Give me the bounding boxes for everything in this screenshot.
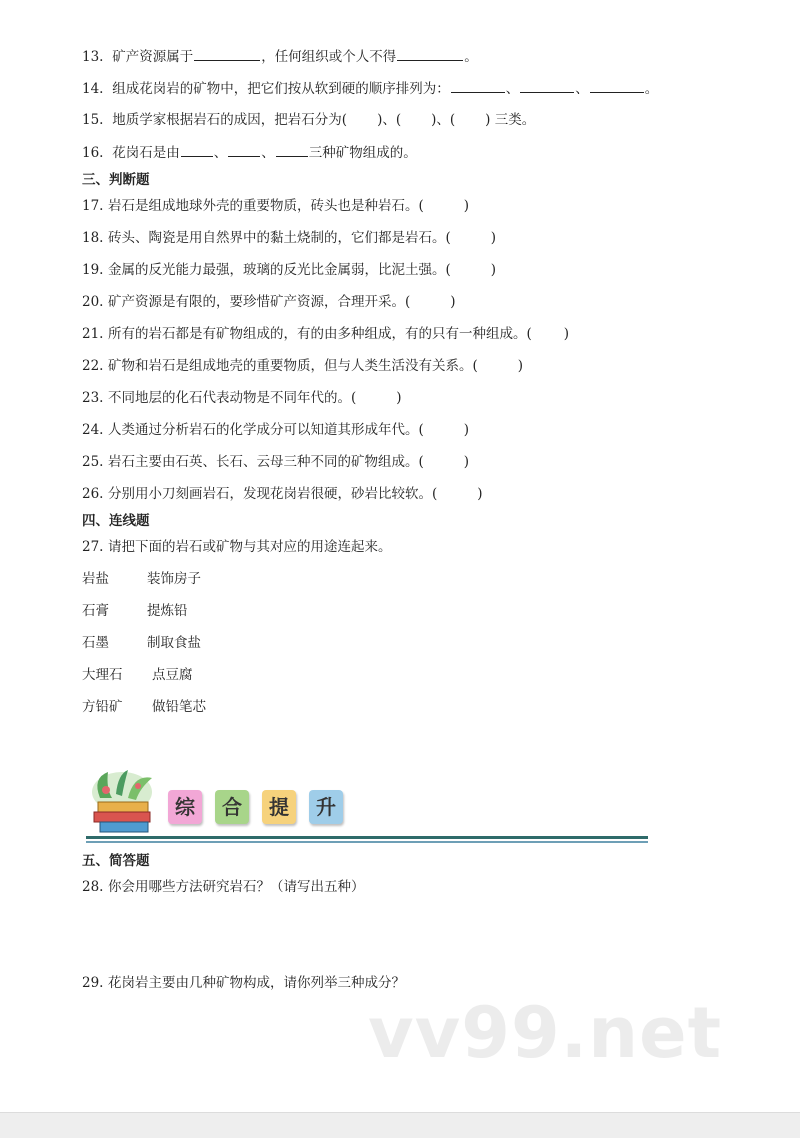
answer-blank[interactable]	[181, 143, 213, 157]
question-25: 25. 岩石主要由石英、长石、云母三种不同的矿物组成。( )	[82, 454, 470, 470]
answer-blank[interactable]	[520, 79, 574, 93]
answer-blank[interactable]	[451, 79, 505, 93]
question-17: 17. 岩石是组成地球外壳的重要物质，砖头也是种岩石。( )	[82, 198, 470, 214]
matching-left-item[interactable]: 岩盐	[82, 571, 109, 587]
question-15: 15. 地质学家根据岩石的成因，把岩石分为( )、( )、( ) 三类。	[82, 112, 536, 128]
banner-rule	[86, 841, 648, 843]
matching-right-item[interactable]: 做铅笔芯	[152, 699, 206, 715]
matching-left-item[interactable]: 石墨	[82, 635, 109, 651]
banner-char-tile: 升	[309, 790, 343, 824]
answer-blank[interactable]	[228, 143, 260, 157]
question-26: 26. 分别用小刀刻画岩石，发现花岗岩很硬，砂岩比较软。( )	[82, 486, 483, 502]
viewer-bottom-bar	[0, 1112, 800, 1138]
banner-char-tile: 综	[168, 790, 202, 824]
answer-blank[interactable]	[276, 143, 308, 157]
matching-left-item[interactable]: 方铅矿	[82, 699, 123, 715]
answer-blank[interactable]	[397, 47, 463, 61]
question-29: 29. 花岗岩主要由几种矿物构成，请你列举三种成分？	[82, 975, 405, 991]
question-14: 14. 组成花岗岩的矿物中，把它们按从软到硬的顺序排列为： 、 、 。	[82, 81, 659, 97]
matching-right-item[interactable]: 点豆腐	[152, 667, 193, 683]
section-banner	[82, 768, 652, 846]
section-heading-matching: 四、连线题	[82, 513, 150, 529]
question-21: 21. 所有的岩石都是有矿物组成的，有的由多种组成，有的只有一种组成。( )	[82, 326, 570, 342]
question-23: 23. 不同地层的化石代表动物是不同年代的。( )	[82, 390, 402, 406]
question-16: 16. 花岗石是由 、 、 三种矿物组成的。	[82, 145, 417, 161]
section-heading-short-answer: 五、简答题	[82, 853, 150, 869]
banner-rule	[86, 836, 648, 839]
matching-left-item[interactable]: 大理石	[82, 667, 123, 683]
question-22: 22. 矿物和岩石是组成地壳的重要物质，但与人类生活没有关系。( )	[82, 358, 524, 374]
matching-right-item[interactable]: 装饰房子	[147, 571, 201, 587]
books-plant-icon	[82, 768, 162, 836]
section-heading-judge: 三、判断题	[82, 172, 150, 188]
question-19: 19. 金属的反光能力最强，玻璃的反光比金属弱，比泥土强。( )	[82, 262, 497, 278]
question-24: 24. 人类通过分析岩石的化学成分可以知道其形成年代。( )	[82, 422, 470, 438]
matching-left-item[interactable]: 石膏	[82, 603, 109, 619]
question-27: 27. 请把下面的岩石或矿物与其对应的用途连起来。	[82, 539, 392, 555]
answer-blank[interactable]	[590, 79, 644, 93]
banner-char-tile: 合	[215, 790, 249, 824]
watermark: vv99.net	[368, 992, 723, 1074]
question-20: 20. 矿产资源是有限的，要珍惜矿产资源，合理开采。( )	[82, 294, 456, 310]
question-28: 28. 你会用哪些方法研究岩石？（请写出五种）	[82, 879, 365, 895]
question-13: 13. 矿产资源属于 ，任何组织或个人不得 。	[82, 49, 478, 65]
banner-char-tile: 提	[262, 790, 296, 824]
answer-blank[interactable]	[194, 47, 260, 61]
question-18: 18. 砖头、陶瓷是用自然界中的黏土烧制的，它们都是岩石。( )	[82, 230, 497, 246]
matching-right-item[interactable]: 制取食盐	[147, 635, 201, 651]
matching-right-item[interactable]: 提炼铅	[147, 603, 188, 619]
